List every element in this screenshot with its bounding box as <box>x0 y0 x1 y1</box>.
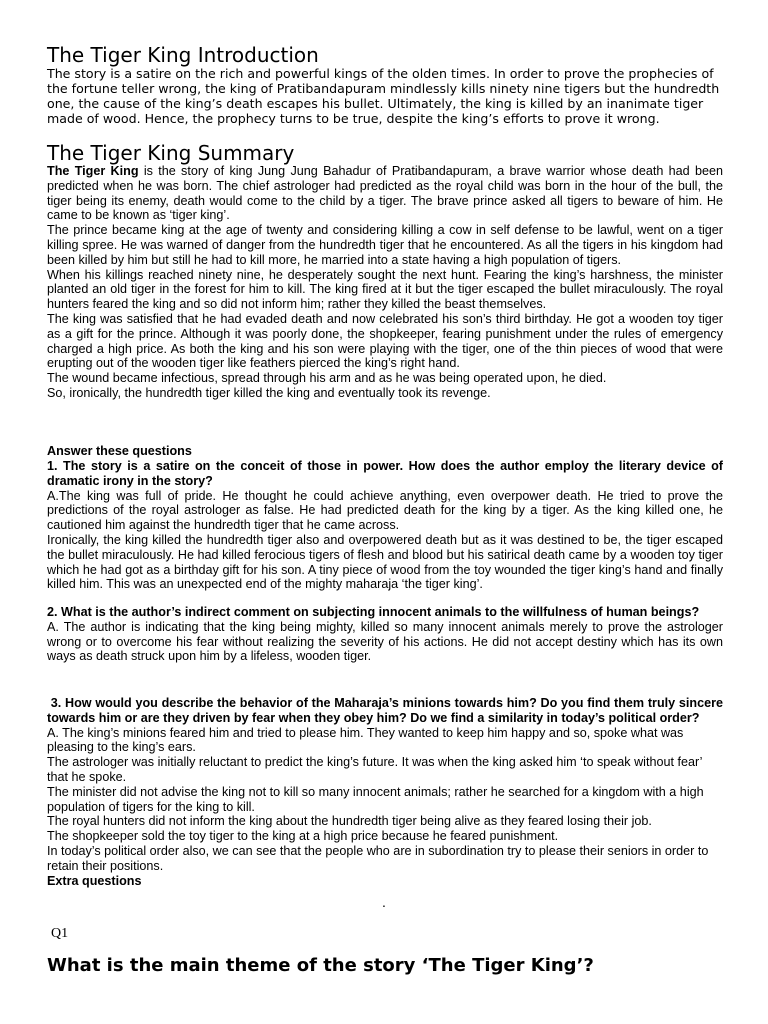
answer-2: A. The author is indicating that the king being mighty, killed so many innocent animals merely to prove the astrologer wrong or to overcome his fear without realizing the severity of his actions. He did not accept destiny which has its own ways as death struck upon him by a lifeless, wooden tiger. <box>47 619 723 664</box>
summary-paragraph-6: So, ironically, the hundredth tiger killed the king and eventually took its revenge. <box>47 385 491 400</box>
answer-1-paragraph-1: A.The king was full of pride. He thought he could achieve anything, even overpower death. He tried to prove the predictions of the royal astrologer as false. He had predicted death for the king by a tiger. As the king killed one, he cautioned him against the hundredth tiger that he came across. <box>47 488 723 533</box>
summary-heading: The Tiger King Summary <box>47 141 295 165</box>
summary-paragraph-1 <box>47 164 723 223</box>
question-2: 2. What is the author’s indirect comment on subjecting innocent animals to the willfulness of human beings? <box>47 605 700 619</box>
answer-3-paragraph-1: A. The king’s minions feared him and tried to please him. They wanted to keep him happy and so, spoke what was pleasing to the king’s ears. <box>47 725 684 755</box>
summary-paragraph-3: When his killings reached ninety nine, he desperately sought the next hunt. Fearing the king’s harshness, the minister planted an old tiger in the forest for him to kill. The king fired at it but the tiger escaped the bullet miraculously. The royal hunters feared the king and so did not inform him; rather they killed the beast themselves. <box>47 267 723 312</box>
stray-dot: . <box>382 894 386 910</box>
answer-1-paragraph-2: Ironically, the king killed the hundredth tiger also and overpowered death but as it was destined to be, the tiger escaped the bullet miraculously. He had killed ferocious tigers of flesh and blood but his satirical death came by a wooden toy tiger which he had got as a birthday gift for his son. A tiny piece of wood from the toy wounded the tiger king’s hand and finally killed him. This was an unexpected end of the mighty maharaja ‘the tiger king’. <box>47 532 723 592</box>
question-3-block <box>47 696 727 888</box>
summary-paragraph-1-text: is the story of king Jung Jung Bahadur of Pratibandapuram, a brave warrior whose death had been predicted when he was born. The chief astrologer had predicted as the royal child was born in the hour of the bull, the tiger being its enemy, death would come to the child by a tiger. The brave prince asked all tigers to beware of him. He came to be known as ‘tiger king’. <box>47 164 723 223</box>
final-question: What is the main theme of the story ‘The Tiger King’? <box>47 955 594 976</box>
story-title-bold: The Tiger King <box>47 164 139 178</box>
answer-3-paragraph-6: In today’s political order also, we can see that the people who are in subordination try to please their seniors in order to retain their positions. <box>47 843 709 873</box>
intro-heading: The Tiger King Introduction <box>47 43 319 67</box>
question-label: Q1 <box>51 926 69 941</box>
summary-paragraph-4: The king was satisfied that he had evaded death and now celebrated his son’s third birthday. He got a wooden toy tiger as a gift for the prince. Although it was poorly done, the shopkeeper, fearing punishment under the rules of emergency charged a high price. As both the king and his son were playing with the tiger, one of the thin pieces of wood that were erupting out of the wooden tiger like feathers pierced the king’s right hand. <box>47 311 723 371</box>
questions-heading: Answer these questions <box>47 444 192 458</box>
summary-paragraph-2: The prince became king at the age of twenty and considering killing a cow in self defense to be lawful, went on a tiger killing spree. He was warned of danger from the hundredth tiger that he encountered. As all the tigers in his kingdom had been killed by him but still he had to kill more, he married into a state having a high population of tigers. <box>47 223 723 267</box>
answer-3-paragraph-4: The royal hunters did not inform the king about the hundredth tiger being alive as they feared losing their job. <box>47 814 652 829</box>
question-3: 3. How would you describe the behavior of the Maharaja’s minions towards him? Do you find them truly sincere towards him or are they driven by fear when they obey him? Do we find a similarity in today’s political order? <box>47 696 727 725</box>
question-1: 1. The story is a satire on the conceit of those in power. How does the author employ the literary device of dramatic irony in the story? <box>47 459 723 488</box>
question-1-block <box>47 459 723 592</box>
question-2-block <box>47 605 723 664</box>
answer-3-paragraph-2: The astrologer was initially reluctant to predict the king’s future. It was when the king asked him ‘to speak without fear’ that he spoke. <box>47 755 702 784</box>
summary-paragraph-5: The wound became infectious, spread through his arm and as he was being operated upon, he died. <box>47 371 607 386</box>
answer-3-paragraph-3: The minister did not advise the king not to kill so many innocent animals; rather he searched for a kingdom with a high population of tigers for the king to kill. <box>47 784 704 814</box>
answer-3-paragraph-5: The shopkeeper sold the toy tiger to the king at a high price because he feared punishment. <box>47 829 559 844</box>
extra-questions-heading: Extra questions <box>47 873 142 888</box>
summary-section <box>47 164 723 401</box>
intro-paragraph: The story is a satire on the rich and powerful kings of the olden times. In order to prove the prophecies of the fortune teller wrong, the king of Pratibandapuram mindlessly kills ninety nine tigers but the hundredth one, the cause of the king’s death escapes his bullet. Ultimately, the king is killed by an inanimate tiger made of wood. Hence, the prophecy turns to be true, despite the king’s efforts to prove it wrong. <box>47 66 720 126</box>
